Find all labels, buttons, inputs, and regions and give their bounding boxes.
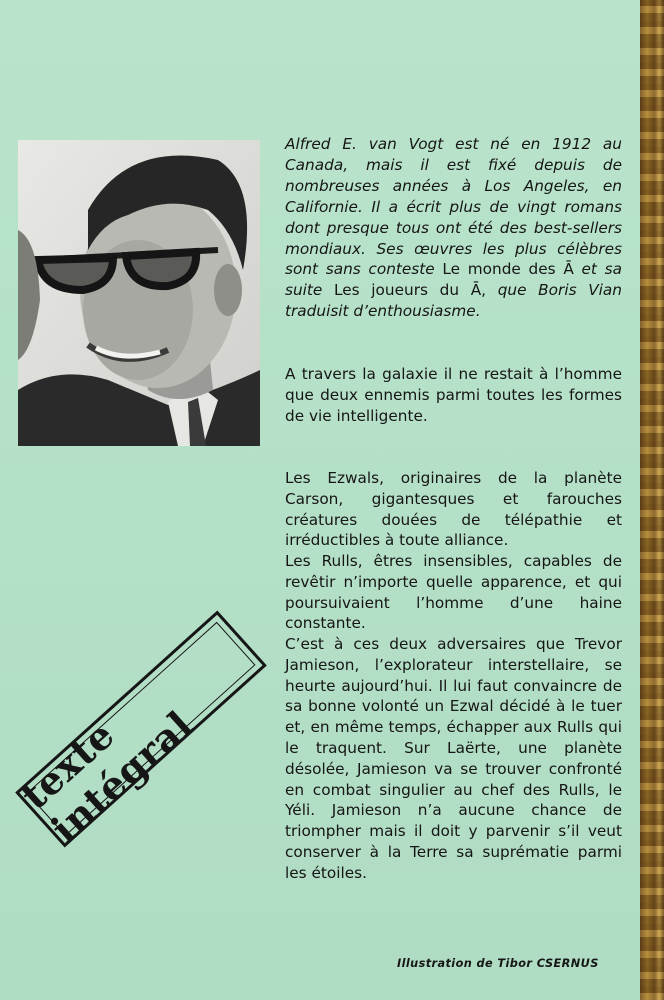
book-title-1: Le monde des Ā: [442, 260, 574, 279]
author-bio: [285, 134, 622, 322]
bio-text-1: Alfred E. van Vogt est né en 1912 au Canada, mais il est fixé depuis de nombreuses années à Los Angeles, en Californie. Il a écrit plus de vingt romans dont presque tous ont été des best-sellers mondiaux. Ses œuvres les plus célèbres sont sans conteste: [285, 135, 622, 279]
book-title-2: Les joueurs du Ā,: [334, 281, 487, 300]
summary-paragraph-2: Les Ezwals, originaires de la planète Carson, gigantesques et farouches créatures douées de télépathie et irréductibles à toute alliance.: [285, 469, 622, 550]
illustration-credit: Illustration de Tibor CSERNUS: [397, 957, 599, 970]
book-spine-edge: [640, 0, 664, 1000]
summary-paragraph-1: A travers la galaxie il ne restait à l’homme que deux ennemis parmi toutes les formes de vie intelligente.: [285, 365, 622, 425]
summary-paragraph-3: Les Rulls, êtres insensibles, capables de revêtir n’importe quelle apparence, et qui poursuivaient l’homme d’une haine constante.: [285, 552, 622, 633]
texte-integral-stamp: [12, 611, 267, 852]
summary-paragraph-4: C’est à ces deux adversaires que Trevor Jamieson, l’explorateur interstellaire, se heurte aujourd’hui. Il lui faut convaincre de sa bonne volonté un Ezwal décidé à le tuer et, en même temps, échapper aux Rulls qui le traquent. Sur Laërte, une planète désolée, Jamieson va se trouver confronté en combat singulier au chef des Rulls, le Yéli. Jamieson n’a aucune chance de triompher mais il doit y parvenir s’il veut conserver à la Terre sa suprématie parmi les étoiles.: [285, 635, 622, 882]
stamp-label: texte intégral: [12, 701, 202, 852]
bio-text-2: et sa suite: [285, 260, 622, 300]
author-portrait-photo: [18, 140, 260, 446]
bio-text-3: que Boris Vian traduisit d’enthousiasme.: [285, 281, 622, 321]
